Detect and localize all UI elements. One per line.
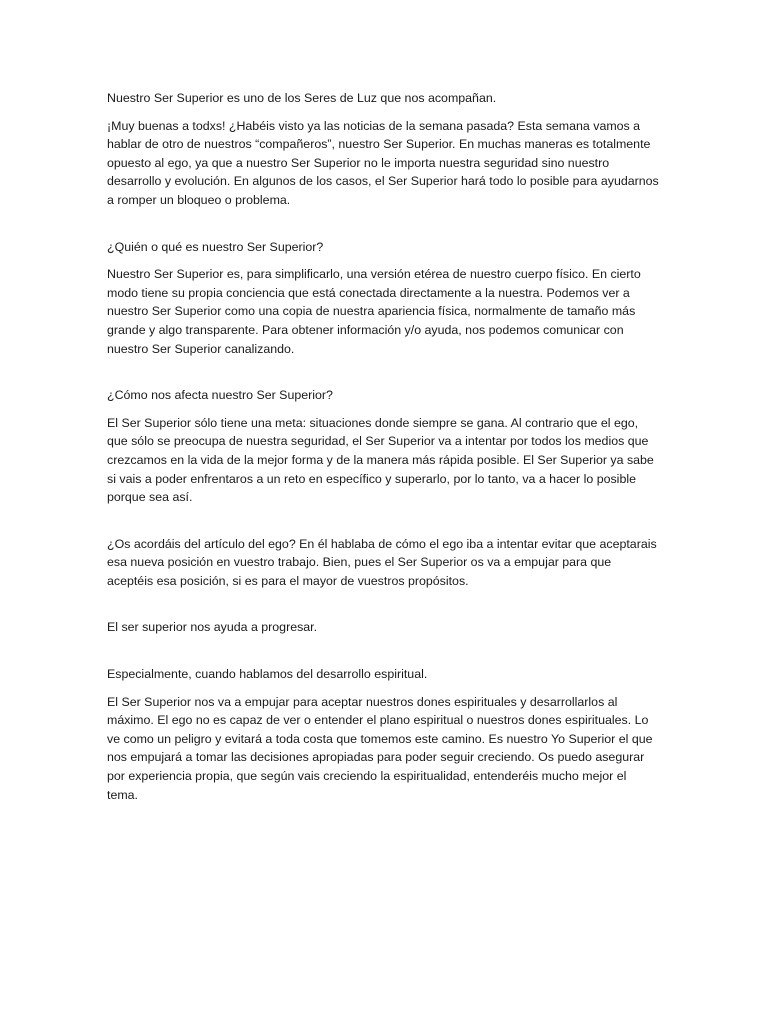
document-body <box>107 89 667 813</box>
section-heading: ¿Cómo nos afecta nuestro Ser Superior? <box>107 388 333 403</box>
intro-paragraph: Nuestro Ser Superior es uno de los Seres de Luz que nos acompañan. <box>107 91 497 105</box>
body-paragraph: El Ser Superior sólo tiene una meta: situaciones donde siempre se gana. Al contrario que el ego, que sólo se preocupa de nuestra seguridad, el Ser Superior va a intentar por todos los medios que crezcamos en la vida de la mejor forma y de la manera más rápida posible. El Ser Superior ya sabe si vais a poder enfrentaros a un reto en específico y superarlo, por lo tanto, va a hacer lo posible porque sea así. <box>107 415 654 505</box>
body-paragraph: El Ser Superior nos va a empujar para aceptar nuestros dones espirituales y desarrollarlos al máximo. El ego no es capaz de ver o entender el plano espiritual o nuestros dones espirituales. Lo ve como un peligro y evitará a toda costa que tomemos este camino. Es nuestro Yo Superior el que nos empujará a tomar las decisiones apropiadas para poder seguir creciendo. Os puedo asegurar por experiencia propia, que según vais creciendo la espiritualidad, entenderéis mucho mejor el tema. <box>107 694 653 802</box>
section-subheading: Especialmente, cuando hablamos del desarrollo espiritual. <box>107 667 428 682</box>
section-heading: El ser superior nos ayuda a progresar. <box>107 620 318 635</box>
section-heading: ¿Quién o qué es nuestro Ser Superior? <box>107 239 324 254</box>
body-paragraph: ¿Os acordáis del artículo del ego? En él hablaba de cómo el ego iba a intentar evitar que aceptarais esa nueva posición en vuestro trabajo. Bien, pues el Ser Superior os va a empujar para que aceptéis esa posición, si es para el mayor de vuestros propósitos. <box>107 536 657 588</box>
body-paragraph: ¡Muy buenas a todxs! ¿Habéis visto ya las noticias de la semana pasada? Esta semana vamos a hablar de otro de nuestros “compañeros”, nuestro Ser Superior. En muchas maneras es totalmente opuesto al ego, ya que a nuestro Ser Superior no le importa nuestra seguridad sino nuestro desarrollo y evolución. En algunos de los casos, el Ser Superior hará todo lo posible para ayudarnos a romper un bloqueo o problema. <box>107 118 659 207</box>
body-paragraph: Nuestro Ser Superior es, para simplificarlo, una versión etérea de nuestro cuerpo físico. En cierto modo tiene su propia conciencia que está conectada directamente a la nuestra. Podemos ver a nuestro Ser Superior como una copia de nuestra apariencia física, normalmente de tamaño más grande y algo transparente. Para obtener información y/o ayuda, nos podemos comunicar con nuestro Ser Superior canalizando. <box>107 267 641 356</box>
